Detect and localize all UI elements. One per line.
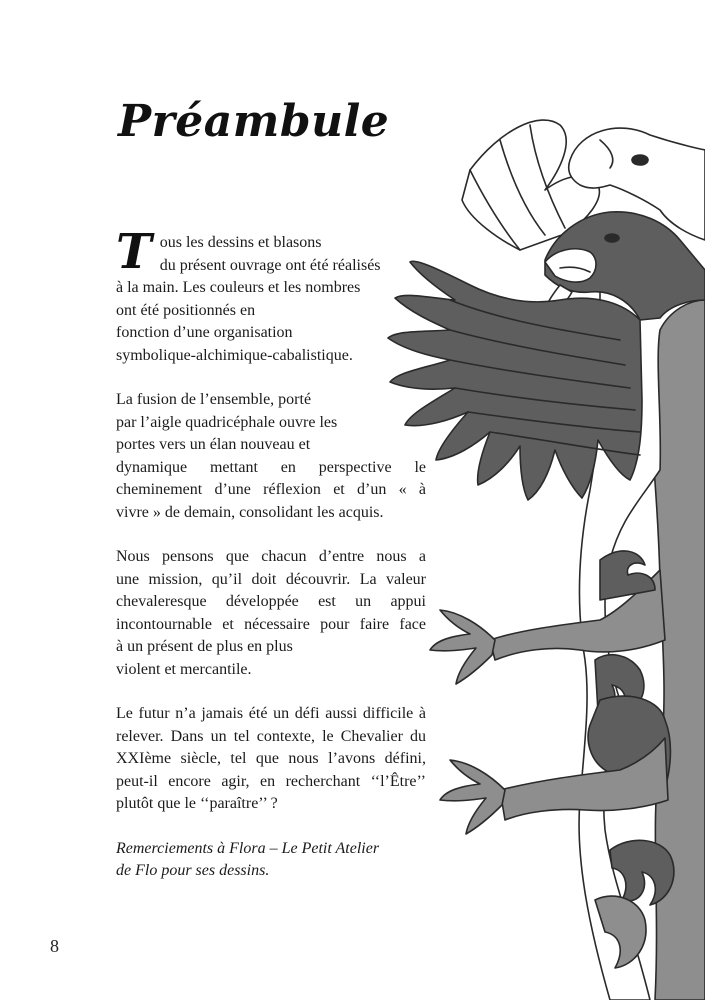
drop-cap: T bbox=[116, 224, 152, 280]
text-line: chevaleresque développée est un appui bbox=[116, 593, 426, 610]
text-line: une mission, qu’il doit découvrir. La valeur bbox=[116, 570, 426, 588]
page-number: 8 bbox=[50, 936, 59, 956]
text-line: à un présent de plus en plus bbox=[116, 638, 293, 655]
text-line: fonction d’une organisation bbox=[116, 324, 293, 341]
text-line: portes vers un élan nouveau et bbox=[116, 436, 311, 453]
text-line: Nous pensons que chacun d’entre nous a bbox=[116, 548, 426, 565]
text-line: peut-il encore agir, en recherchant ‘‘l’Être’’ bbox=[116, 772, 426, 790]
text-line: Remerciements à Flora – Le Petit Atelier bbox=[116, 839, 380, 857]
text-line: Le futur n’a jamais été un défi aussi difficile à bbox=[116, 705, 426, 722]
paragraph-1 bbox=[116, 224, 426, 367]
paragraph-4 bbox=[116, 703, 426, 816]
chapter-title: Préambule bbox=[118, 96, 390, 147]
text-line: incontournable et nécessaire pour faire face bbox=[116, 615, 426, 633]
text-line: ont été positionnés en bbox=[116, 301, 256, 319]
text-line: relever. Dans un tel contexte, le Chevalier du bbox=[116, 727, 426, 745]
text-line: XXIème siècle, tel que nous l’avons défini, bbox=[116, 750, 426, 767]
lower-claw bbox=[440, 760, 505, 834]
text-line: symbolique-alchimique-cabalistique. bbox=[116, 346, 353, 364]
text-line: La fusion de l’ensemble, porté bbox=[116, 391, 312, 408]
text-line: du présent ouvrage ont été réalisés bbox=[159, 256, 381, 274]
text-line: ous les dessins et blasons bbox=[159, 234, 322, 251]
text-line: dynamique mettant en perspective le bbox=[116, 458, 426, 476]
text-line: violent et mercantile. bbox=[116, 660, 252, 678]
text-line: de Flo pour ses dessins. bbox=[116, 862, 270, 879]
text-line: cheminement d’une réflexion et d’un « à bbox=[116, 481, 426, 498]
text-line: vivre » de demain, consolidant les acquis. bbox=[116, 503, 384, 521]
text-line: par l’aigle quadricéphale ouvre les bbox=[116, 413, 338, 431]
text-line: plutôt que le ‘‘paraître’’ ? bbox=[116, 795, 278, 812]
upper-claw bbox=[430, 610, 495, 684]
preamble-text bbox=[116, 222, 426, 905]
text-line: à la main. Les couleurs et les nombres bbox=[116, 279, 361, 296]
paragraph-3 bbox=[116, 546, 426, 681]
credits-note bbox=[116, 838, 426, 883]
paragraph-2 bbox=[116, 389, 426, 524]
